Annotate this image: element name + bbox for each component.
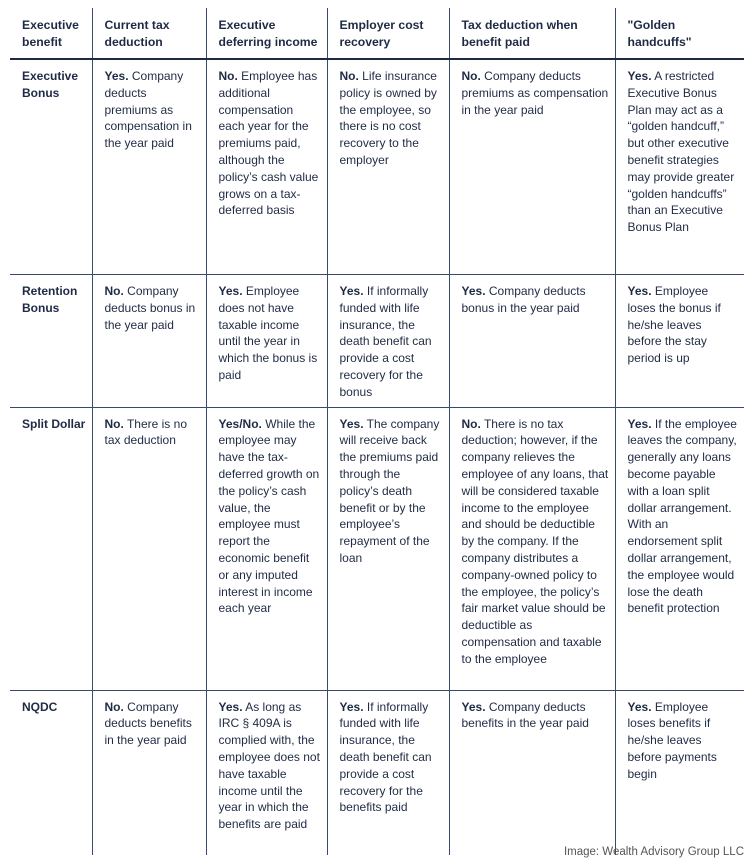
table-cell: [92, 690, 206, 855]
cell-verdict: Yes/No.: [218, 416, 262, 431]
table-cell: [327, 275, 449, 408]
cell-text: Company deducts bonus in the year paid: [104, 284, 196, 332]
table-cell: [449, 275, 615, 408]
table-cell: [92, 275, 206, 408]
cell-text: If informally funded with life insurance, the death benefit can provide a cost recovery for the benefits paid: [339, 699, 432, 815]
cell-text: Employee loses the bonus if he/she leaves before the stay period is up: [627, 284, 721, 366]
cell-text: Company deducts benefits in the year paid: [104, 699, 192, 748]
table-cell: [615, 407, 744, 690]
table-cell: [615, 690, 744, 855]
header-employer-cost-recovery: Employer cost recovery: [327, 8, 449, 59]
row-label: NQDC: [22, 699, 58, 714]
row-label: Executive Bonus: [10, 59, 92, 275]
cell-verdict: Yes.: [627, 416, 652, 431]
cell-verdict: No.: [218, 69, 238, 83]
table-row: [10, 275, 744, 408]
cell-verdict: Yes.: [461, 699, 486, 714]
benefits-comparison: [10, 8, 744, 855]
table-cell: [449, 407, 615, 690]
cell-text: Company deducts bonus in the year paid: [461, 284, 586, 315]
image-credit: Image: Wealth Advisory Group LLC: [563, 846, 744, 858]
cell-text: A restricted Executive Bonus Plan may act as a “golden handcuff,” but other executive benefit strategies may provide greater “golden handcuffs” than an Executive Bonus Plan: [627, 69, 735, 235]
header-executive-benefit: Executive benefit: [10, 8, 92, 59]
table-cell: [615, 59, 744, 275]
cell-text: Employee loses benefits if he/she leaves before payments begin: [627, 699, 717, 781]
table-cell: [206, 690, 327, 855]
table-row: [10, 59, 744, 275]
cell-verdict: No.: [104, 416, 124, 431]
table-cell: [327, 690, 449, 855]
cell-verdict: No.: [339, 69, 359, 83]
table-row: [10, 407, 744, 690]
cell-verdict: Yes.: [461, 284, 486, 298]
cell-verdict: Yes.: [627, 69, 652, 83]
cell-text: Company deducts premiums as compensation in the year paid: [461, 69, 609, 117]
cell-text: The company will receive back the premiums paid through the policy’s death benefit or by the employee’s repayment of the loan: [339, 416, 440, 565]
header-executive-deferring-income: Executive deferring income: [206, 8, 327, 59]
cell-verdict: Yes.: [339, 699, 364, 714]
cell-text: Company deducts benefits in the year paid: [461, 699, 589, 731]
cell-verdict: Yes.: [339, 284, 364, 298]
cell-verdict: Yes.: [627, 699, 652, 714]
header-tax-deduction-when-paid: Tax deduction when benefit paid: [449, 8, 615, 59]
cell-verdict: No.: [461, 69, 481, 83]
table-cell: [449, 690, 615, 855]
cell-text: There is no tax deduction; however, if the company relieves the employee of any loans, that will be considered taxable income to the employee and should be deductible by the company. If the company distributes a company-owned policy to the employee, the policy’s fair market value should be deductible as compensation and taxable to the employee: [461, 416, 609, 666]
cell-verdict: No.: [461, 416, 481, 431]
cell-text: While the employee may have the tax-deferred growth on the policy’s cash value, the employee must report the economic benefit or any imputed interest in income each year: [218, 416, 320, 616]
table-cell: [92, 407, 206, 690]
cell-verdict: Yes.: [627, 284, 652, 298]
benefits-table: [10, 8, 744, 855]
cell-verdict: No.: [104, 284, 124, 298]
cell-verdict: No.: [104, 699, 124, 714]
header-current-tax-deduction: Current tax deduction: [92, 8, 206, 59]
cell-verdict: Yes.: [218, 284, 243, 298]
cell-text: If the employee leaves the company, generally any loans become payable with a loan split dollar arrangement. With an endorsement split dollar arrangement, the employee would lose the death benefit protection: [627, 416, 737, 616]
cell-verdict: Yes.: [218, 699, 243, 714]
header-golden-handcuffs: "Golden handcuffs": [615, 8, 744, 59]
cell-verdict: Yes.: [339, 416, 364, 431]
cell-text: Company deducts premiums as compensation in the year paid: [104, 69, 192, 151]
cell-text: Employee does not have taxable income until the year in which the bonus is paid: [218, 284, 318, 382]
table-cell: [327, 407, 449, 690]
table-row: [10, 690, 744, 855]
cell-text: There is no tax deduction: [104, 416, 187, 448]
table-cell: [206, 275, 327, 408]
table-cell: [206, 59, 327, 275]
table-cell: [206, 407, 327, 690]
cell-text: Life insurance policy is owned by the employee, so there is no cost recovery to the employer: [339, 69, 437, 167]
table-cell: [327, 59, 449, 275]
cell-text: If informally funded with life insurance, the death benefit can provide a cost recovery for the bonus: [339, 284, 432, 399]
row-label: Retention Bonus: [10, 275, 92, 408]
cell-verdict: Yes.: [104, 69, 129, 83]
row-label: Split Dollar: [10, 407, 92, 690]
table-cell: [92, 59, 206, 275]
header-row: [10, 8, 744, 59]
cell-text: As long as IRC § 409A is complied with, the employee does not have taxable income until the year in which the benefits are paid: [218, 699, 320, 832]
table-cell: [449, 59, 615, 275]
cell-text: Employee has additional compensation each year for the premiums paid, although the policy’s cash value grows on a tax-deferred basis: [218, 69, 319, 218]
table-cell: [615, 275, 744, 408]
